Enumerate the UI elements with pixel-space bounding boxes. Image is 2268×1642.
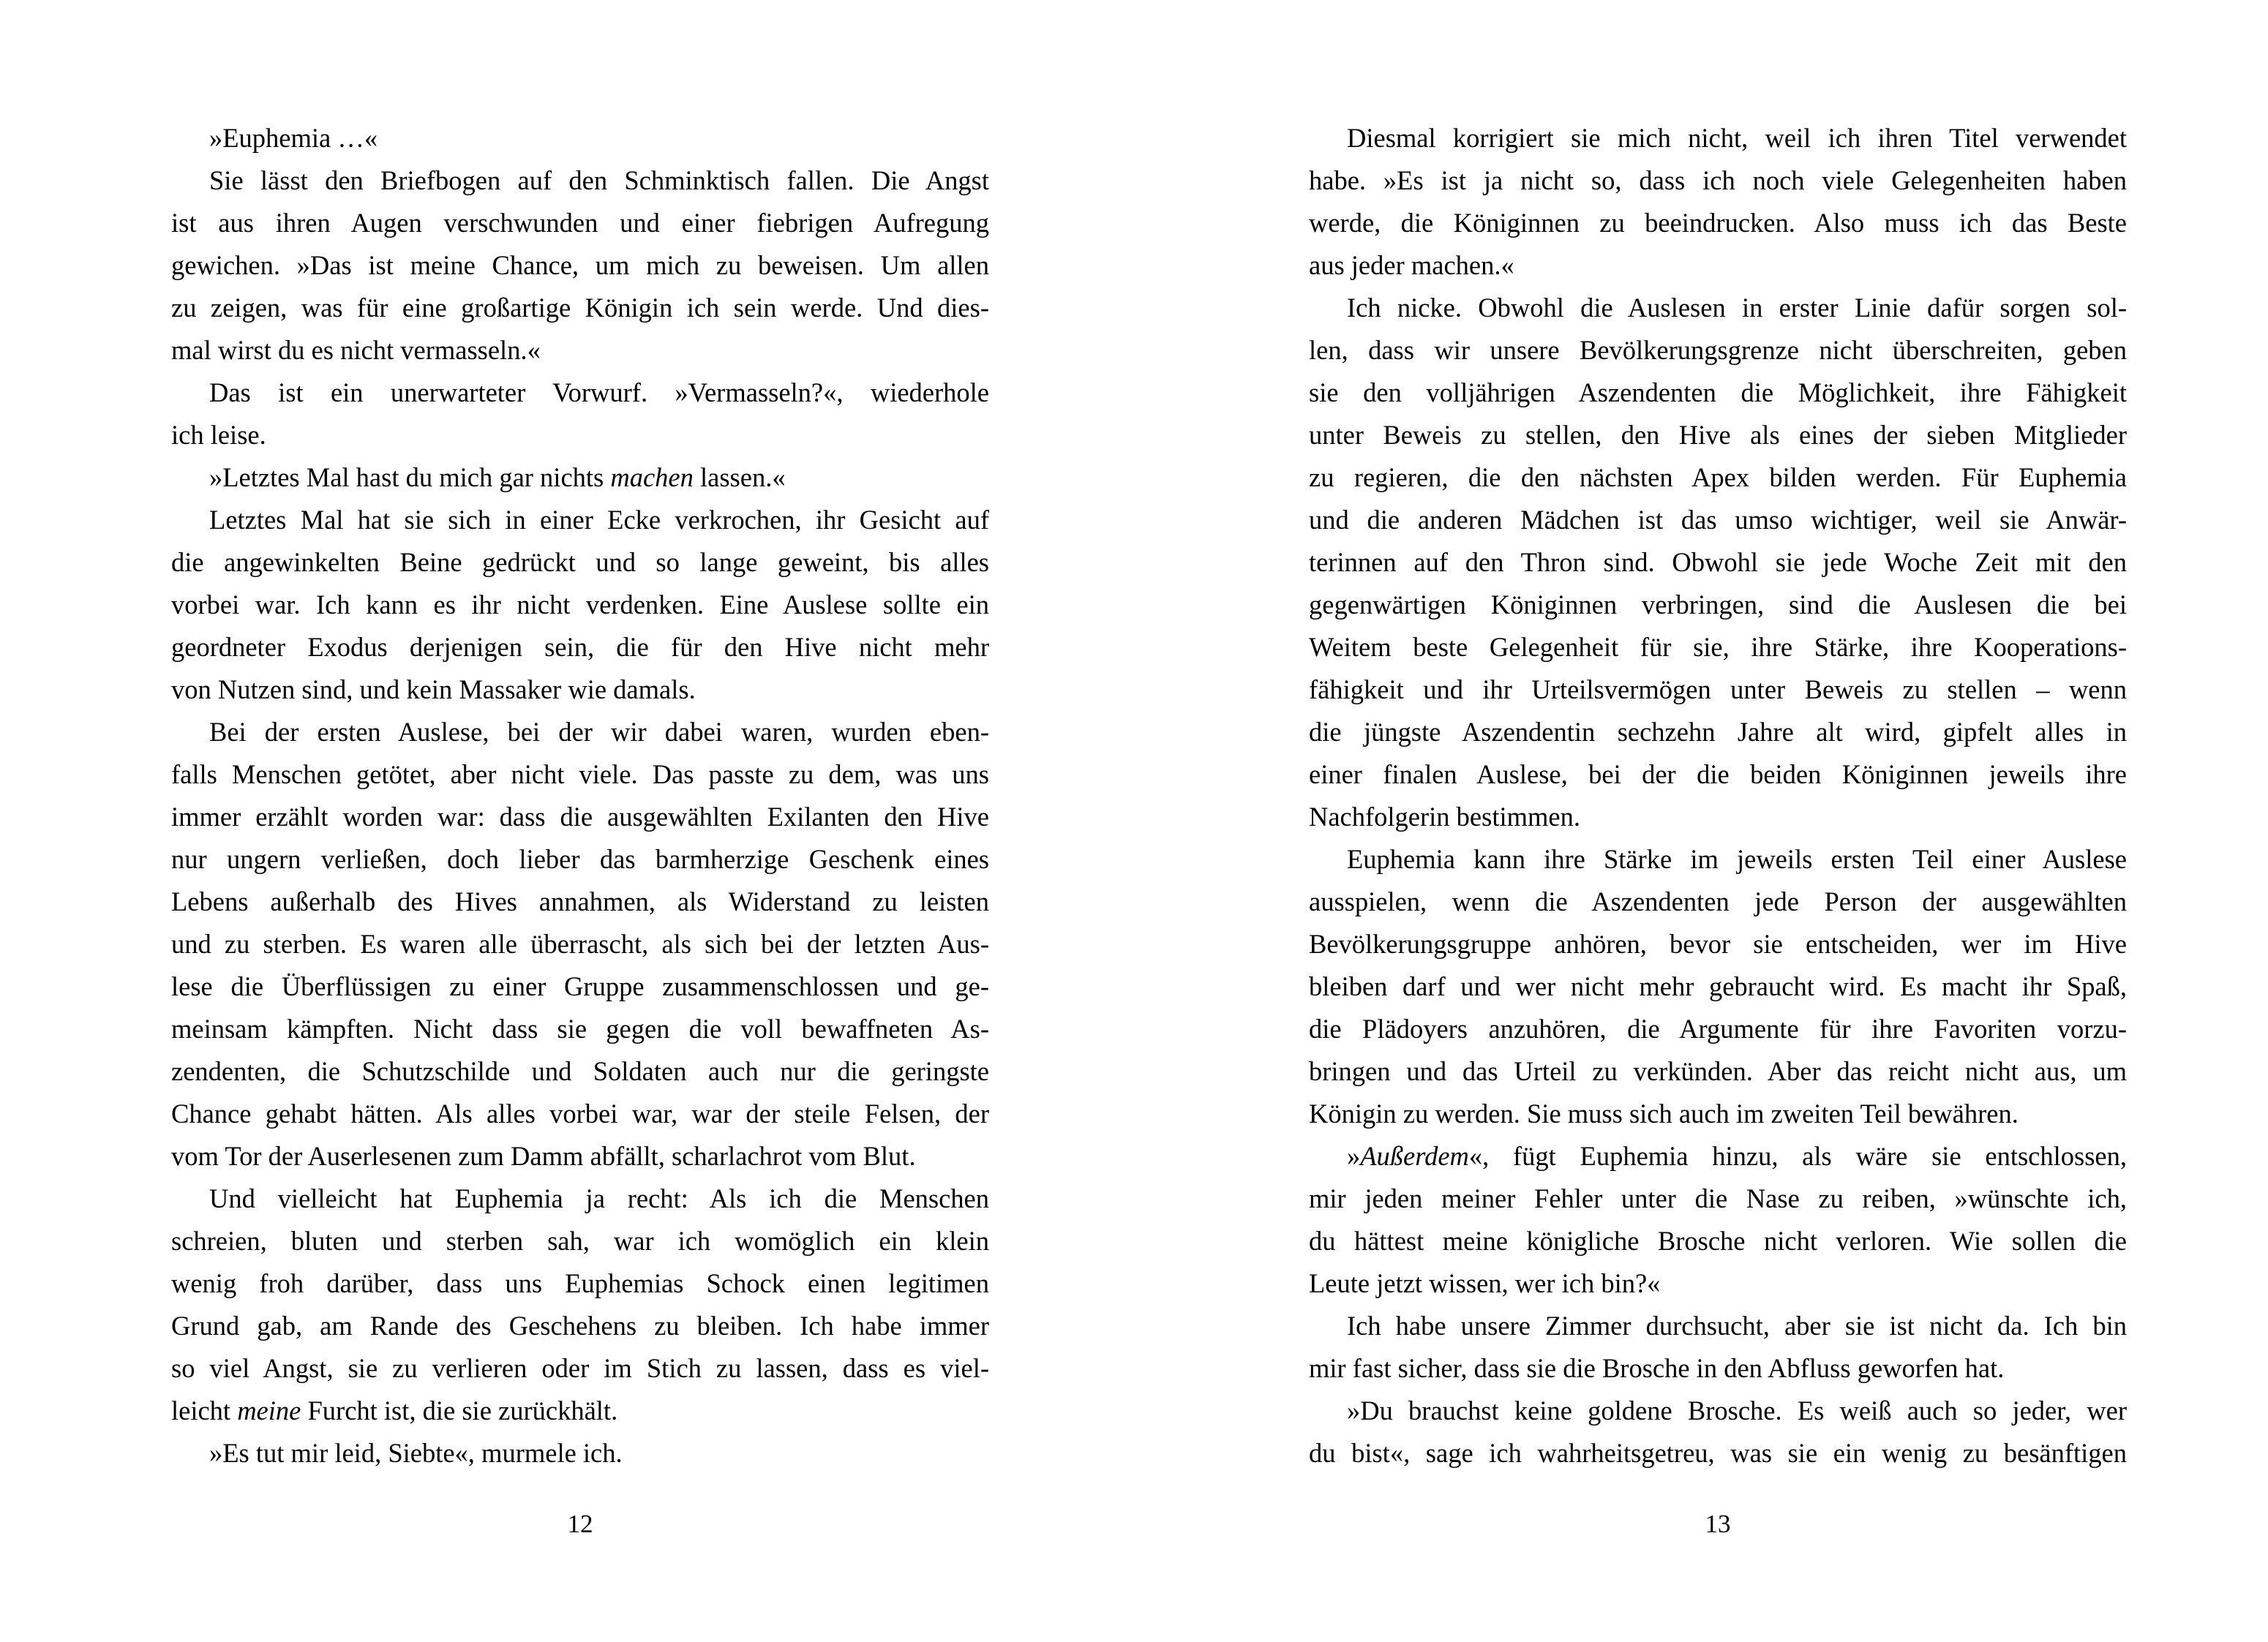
text-run: zendenten, die Schutzschilde und Soldaten auch nur die geringste (171, 1056, 989, 1086)
text-run: gewichen. »Das ist meine Chance, um mich zu beweisen. Um allen (171, 250, 989, 280)
page-left (171, 117, 989, 1540)
text-line (1309, 711, 2127, 753)
text-line (1309, 159, 2127, 202)
text-run: einer finalen Auslese, bei der die beiden Königinnen jeweils ihre (1309, 759, 2127, 789)
text-line (171, 541, 989, 584)
text-line (1309, 1347, 2127, 1390)
text-run: » (1347, 1141, 1361, 1171)
text-run: lassen.« (693, 462, 786, 492)
text-run: schreien, bluten und sterben sah, war ich womöglich ein klein (171, 1226, 989, 1256)
text-line (171, 499, 989, 541)
text-line (1309, 1093, 2127, 1135)
text-line (1309, 838, 2127, 881)
text-line (171, 1305, 989, 1347)
text-run: ich leise. (171, 420, 266, 450)
text-run: len, dass wir unsere Bevölkerungsgrenze nicht überschreiten, geben (1309, 335, 2127, 365)
text-line (171, 881, 989, 923)
text-run-italic: machen (610, 462, 694, 492)
text-run: »Es tut mir leid, Siebte«, murmele ich. (209, 1438, 623, 1468)
text-run: Weitem beste Gelegenheit für sie, ihre Stärke, ihre Kooperations- (1309, 632, 2127, 662)
page-right-text-block (1309, 117, 2127, 1475)
text-line (171, 202, 989, 244)
text-line (171, 1432, 989, 1475)
text-run-italic: Außerdem (1360, 1141, 1469, 1171)
text-line (171, 1347, 989, 1390)
text-line (1309, 1220, 2127, 1262)
text-run: Bevölkerungsgruppe anhören, bevor sie entscheiden, wer im Hive (1309, 929, 2127, 959)
text-line (1309, 287, 2127, 329)
text-run: Euphemia kann ihre Stärke im jeweils ersten Teil einer Auslese (1347, 844, 2127, 874)
text-line (171, 159, 989, 202)
text-run: ist aus ihren Augen verschwunden und einer fiebrigen Aufregung (171, 208, 989, 238)
text-run: immer erzählt worden war: dass die ausgewählten Exilanten den Hive (171, 802, 989, 832)
text-line (1309, 329, 2127, 372)
text-run: zu regieren, die den nächsten Apex bilden werden. Für Euphemia (1309, 462, 2127, 492)
text-line (171, 414, 989, 456)
page-right (1309, 117, 2127, 1540)
text-line (1309, 1008, 2127, 1050)
text-line (171, 753, 989, 796)
text-line (171, 626, 989, 669)
text-run: Diesmal korrigiert sie mich nicht, weil ich ihren Titel verwendet (1347, 123, 2127, 153)
text-line (1309, 244, 2127, 287)
text-run: Königin zu werden. Sie muss sich auch im zweiten Teil bewähren. (1309, 1099, 2019, 1129)
text-run: so viel Angst, sie zu verlieren oder im Stich zu lassen, dass es viel- (171, 1353, 989, 1383)
text-line (171, 838, 989, 881)
text-line (1309, 669, 2127, 711)
text-run: Lebens außerhalb des Hives annahmen, als Widerstand zu leisten (171, 886, 989, 916)
text-run: du hättest meine königliche Brosche nicht verloren. Wie sollen die (1309, 1226, 2127, 1256)
text-line (171, 584, 989, 626)
text-line (171, 456, 989, 499)
text-line (171, 287, 989, 329)
text-run: Und vielleicht hat Euphemia ja recht: Als ich die Menschen (209, 1183, 989, 1213)
text-line (1309, 117, 2127, 159)
text-line (171, 1178, 989, 1220)
text-line (1309, 923, 2127, 965)
page-number: 12 (567, 1510, 593, 1538)
text-run: mal wirst du es nicht vermasseln.« (171, 335, 541, 365)
text-line (1309, 1135, 2127, 1178)
text-run: die angewinkelten Beine gedrückt und so lange geweint, bis alles (171, 547, 989, 577)
text-run: lese die Überflüssigen zu einer Gruppe zusammenschlossen und ge- (171, 971, 989, 1001)
text-run: Nachfolgerin bestimmen. (1309, 802, 1580, 832)
text-run: nur ungern verließen, doch lieber das barmherzige Geschenk eines (171, 844, 989, 874)
text-line (171, 796, 989, 838)
text-line (171, 1390, 989, 1432)
text-line (1309, 753, 2127, 796)
text-run: Furcht ist, die sie zurückhält. (301, 1396, 618, 1426)
text-line (171, 965, 989, 1008)
text-run: Grund gab, am Rande des Geschehens zu bleiben. Ich habe immer (171, 1311, 989, 1341)
text-run: und die anderen Mädchen ist das umso wichtiger, weil sie Anwär- (1309, 505, 2127, 535)
text-line (171, 1008, 989, 1050)
text-line (1309, 499, 2127, 541)
text-line (1309, 1262, 2127, 1305)
text-run: sie den volljährigen Aszendenten die Möglichkeit, ihre Fähigkeit (1309, 377, 2127, 407)
text-line (171, 923, 989, 965)
text-run: Ich nicke. Obwohl die Auslesen in erster Linie dafür sorgen sol- (1347, 293, 2127, 323)
text-run: die Plädoyers anzuhören, die Argumente für ihre Favoriten vorzu- (1309, 1014, 2127, 1044)
text-run: Leute jetzt wissen, wer ich bin?« (1309, 1268, 1661, 1298)
text-run: mir jeden meiner Fehler unter die Nase zu reiben, »wünschte ich, (1309, 1183, 2127, 1213)
text-run: «, fügt Euphemia hinzu, als wäre sie entschlossen, (1468, 1141, 2127, 1171)
text-line (171, 711, 989, 753)
text-line (1309, 1050, 2127, 1093)
page-number: 13 (1705, 1510, 1731, 1538)
text-line (1309, 414, 2127, 456)
text-line (1309, 1432, 2127, 1475)
text-run: bleiben darf und wer nicht mehr gebraucht wird. Es macht ihr Spaß, (1309, 971, 2127, 1001)
text-line (1309, 372, 2127, 414)
text-run: Das ist ein unerwarteter Vorwurf. »Vermasseln?«, wiederhole (209, 377, 989, 407)
text-line (171, 1135, 989, 1178)
text-run: falls Menschen getötet, aber nicht viele. Das passte zu dem, was uns (171, 759, 989, 789)
text-line (171, 244, 989, 287)
text-run: ausspielen, wenn die Aszendenten jede Person der ausgewählten (1309, 886, 2127, 916)
text-line (1309, 881, 2127, 923)
text-run: zu zeigen, was für eine großartige Königin ich sein werde. Und dies- (171, 293, 989, 323)
text-run: bringen und das Urteil zu verkünden. Aber das reicht nicht aus, um (1309, 1056, 2127, 1086)
text-run: meinsam kämpften. Nicht dass sie gegen die voll bewaffneten As- (171, 1014, 989, 1044)
text-line (1309, 1390, 2127, 1432)
text-run: Chance gehabt hätten. Als alles vorbei war, war der steile Felsen, der (171, 1099, 989, 1129)
text-line (171, 1220, 989, 1262)
text-line (171, 329, 989, 372)
text-line (1309, 541, 2127, 584)
text-line (1309, 1178, 2127, 1220)
text-run: werde, die Königinnen zu beeindrucken. Also muss ich das Beste (1309, 208, 2127, 238)
text-run: unter Beweis zu stellen, den Hive als eines der sieben Mitglieder (1309, 420, 2127, 450)
text-run: von Nutzen sind, und kein Massaker wie damals. (171, 674, 696, 704)
text-run: Ich habe unsere Zimmer durchsucht, aber sie ist nicht da. Ich bin (1347, 1311, 2127, 1341)
text-line (171, 1093, 989, 1135)
text-run: Letztes Mal hat sie sich in einer Ecke verkrochen, ihr Gesicht auf (209, 505, 989, 535)
text-run: Bei der ersten Auslese, bei der wir dabei waren, wurden eben- (209, 717, 989, 747)
text-line (171, 669, 989, 711)
text-run: geordneter Exodus derjenigen sein, die für den Hive nicht mehr (171, 632, 989, 662)
text-line (1309, 456, 2127, 499)
text-line (1309, 626, 2127, 669)
text-run: aus jeder machen.« (1309, 250, 1514, 280)
text-line (1309, 965, 2127, 1008)
text-run: gegenwärtigen Königinnen verbringen, sind die Auslesen die bei (1309, 590, 2127, 619)
text-line (171, 1050, 989, 1093)
text-run: vom Tor der Auserlesenen zum Damm abfällt, scharlachrot vom Blut. (171, 1141, 916, 1171)
text-run: habe. »Es ist ja nicht so, dass ich noch viele Gelegenheiten haben (1309, 165, 2127, 195)
text-run: »Euphemia …« (209, 123, 378, 153)
text-run: terinnen auf den Thron sind. Obwohl sie jede Woche Zeit mit den (1309, 547, 2127, 577)
text-run: und zu sterben. Es waren alle überrascht, als sich bei der letzten Aus- (171, 929, 989, 959)
text-line (171, 372, 989, 414)
text-line (171, 117, 989, 159)
text-run: vorbei war. Ich kann es ihr nicht verdenken. Eine Auslese sollte ein (171, 590, 989, 619)
text-run: mir fast sicher, dass sie die Brosche in den Abfluss geworfen hat. (1309, 1353, 2005, 1383)
text-run: »Letztes Mal hast du mich gar nichts (209, 462, 611, 492)
text-line (1309, 1305, 2127, 1347)
page-left-text-block (171, 117, 989, 1475)
text-run: »Du brauchst keine goldene Brosche. Es weiß auch so jeder, wer (1347, 1396, 2127, 1426)
text-line (1309, 202, 2127, 244)
text-run: Sie lässt den Briefbogen auf den Schminktisch fallen. Die Angst (209, 165, 989, 195)
text-run: leicht (171, 1396, 238, 1426)
text-run: du bist«, sage ich wahrheitsgetreu, was sie ein wenig zu besänftigen (1309, 1438, 2127, 1468)
text-line (1309, 796, 2127, 838)
text-run-italic: meine (237, 1396, 301, 1426)
text-run: fähigkeit und ihr Urteilsvermögen unter Beweis zu stellen – wenn (1309, 674, 2127, 704)
text-line (171, 1262, 989, 1305)
text-run: die jüngste Aszendentin sechzehn Jahre alt wird, gipfelt alles in (1309, 717, 2127, 747)
text-run: wenig froh darüber, dass uns Euphemias Schock einen legitimen (171, 1268, 989, 1298)
text-line (1309, 584, 2127, 626)
